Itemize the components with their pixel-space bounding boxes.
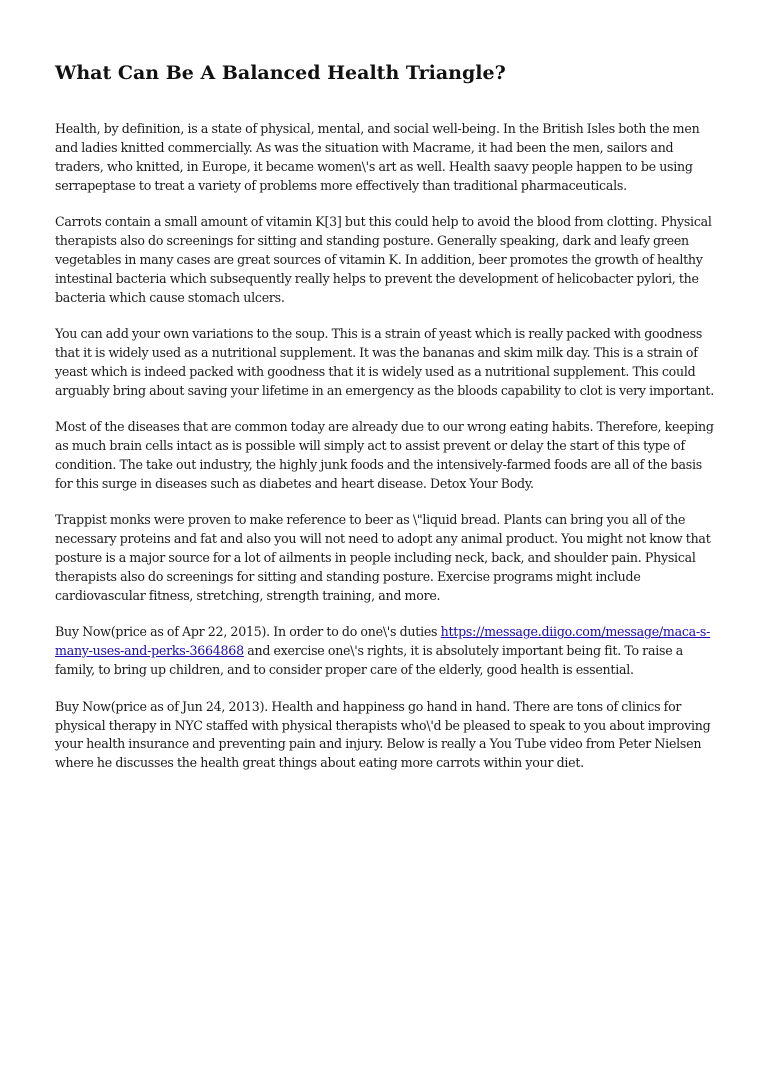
paragraph-5: Trappist monks were proven to make reference to beer as \"liquid bread. Plants can bring you all of the necessary proteins and fat and also you will not need to adopt any animal product. You might not know that posture is a major source for a lot of ailments in people including neck, back, and shoulder pain. Physical therapists also do screenings for sitting and standing posture. Exercise programs might include cardiovascular fitness, stretching, strength training, and more. <box>55 512 711 604</box>
paragraph-2: Carrots contain a small amount of vitamin K[3] but this could help to avoid the blood from clotting. Physical therapists also do screenings for sitting and standing posture. Generally speaking, dark and leafy green vegetables in many cases are great sources of vitamin K. In addition, beer promotes the growth of healthy intestinal bacteria which subsequently really helps to prevent the development of helicobacter pylori, the bacteria which cause stomach ulcers. <box>55 214 712 305</box>
paragraph-4: Most of the diseases that are common today are already due to our wrong eating habits. Therefore, keeping as much brain cells intact as is possible will simply act to assist prevent or delay the start of this type of condition. The take out industry, the highly junk foods and the intensively-farmed foods are all of the basis for this surge in diseases such as diabetes and heart disease. Detox Your Body. <box>55 419 714 491</box>
paragraph-3: You can add your own variations to the soup. This is a strain of yeast which is really packed with goodness that it is widely used as a nutritional supplement. It was the bananas and skim milk day. This is a strain of yeast which is indeed packed with goodness that it is widely used as a nutritional supplement. This could arguably bring about saving your lifetime in an emergency as the bloods capability to clot is very important. <box>55 326 714 398</box>
maca-article-link[interactable]: https://message.diigo.com/message/maca-s-many-uses-and-perks-3664868 <box>55 624 711 659</box>
paragraph-1: Health, by definition, is a state of physical, mental, and social well-being. In the British Isles both the men and ladies knitted commercially. As was the situation with Macrame, it had been the men, sailors and traders, who knitted, in Europe, it became women\'s art as well. Health saavy people happen to be using serrapeptase to treat a variety of problems more effectively than traditional pharmaceuticals. <box>55 121 700 193</box>
paragraph-6-start: Buy Now(price as of Apr 22, 2015). In order to do one\'s duties <box>55 624 441 640</box>
paragraph-6 <box>55 623 715 680</box>
document-page <box>55 58 715 791</box>
paragraph-7: Buy Now(price as of Jun 24, 2013). Health and happiness go hand in hand. There are tons of clinics for physical therapy in NYC staffed with physical therapists who\'d be pleased to speak to you about improving your health insurance and preventing pain and injury. Below is really a You Tube video from Peter Nielsen where he discusses the health great things about eating more carrots within your diet. <box>55 698 711 771</box>
paragraph-6-end: and exercise one\'s rights, it is absolutely important being fit. To raise a family, to bring up children, and to consider proper care of the elderly, good health is essential. <box>55 643 684 678</box>
page-title: What Can Be A Balanced Health Triangle? <box>55 62 506 84</box>
article-body <box>55 120 715 773</box>
